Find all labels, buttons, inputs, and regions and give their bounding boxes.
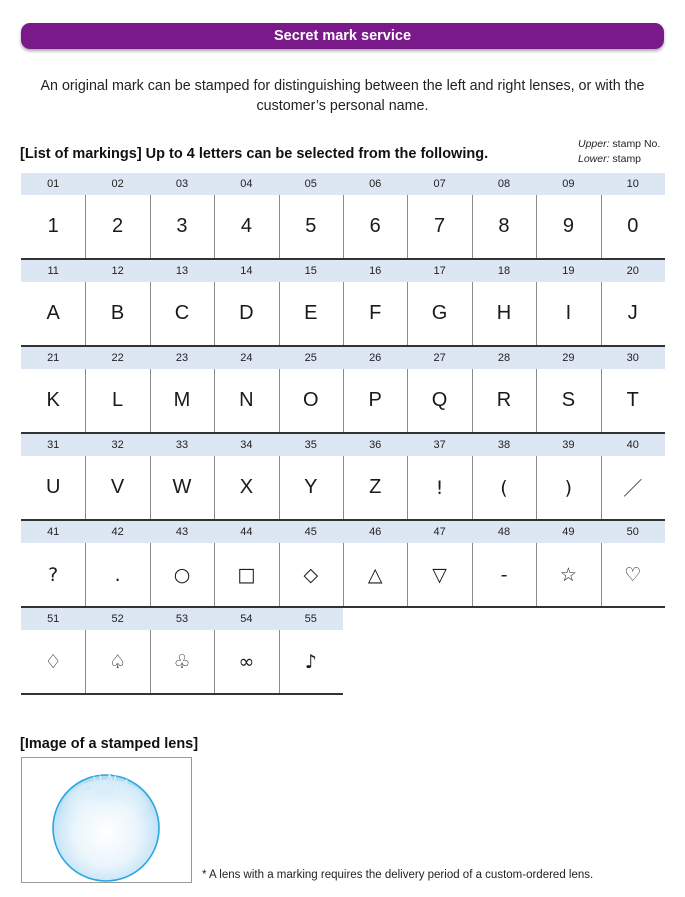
legend-lower-label: Lower: [578, 153, 610, 165]
stamp-number: 55 [279, 608, 343, 630]
markings-row [21, 608, 665, 695]
marking-cell [21, 173, 86, 260]
stamp-number: 35 [279, 434, 343, 456]
marking-cell [472, 521, 537, 608]
stamp-mark: ♪ [304, 650, 317, 673]
stamp-mark: W [172, 476, 192, 498]
marking-cell [343, 347, 408, 434]
marking-cell [21, 347, 86, 434]
stamp-mark: □ [237, 563, 256, 586]
stamp-number: 39 [536, 434, 600, 456]
stamp-number: 31 [21, 434, 85, 456]
stamp-mark: ▽ [432, 563, 447, 586]
intro-text: An original mark can be stamped for distinguishing between the left and right lenses, or with the customer’s personal name. [40, 78, 645, 114]
marking-cell [407, 173, 472, 260]
stamp-number: 30 [601, 347, 665, 369]
markings-table [21, 173, 665, 695]
stamp-number: 22 [85, 347, 149, 369]
stamp-number: 28 [472, 347, 536, 369]
stamp-number: 12 [85, 260, 149, 282]
stamp-mark: ☆ [559, 563, 577, 586]
stamp-mark: ∞ [238, 650, 255, 673]
stamp-mark: 2 [112, 215, 124, 237]
stamp-number: 36 [343, 434, 407, 456]
stamp-number: 44 [214, 521, 278, 543]
stamp-number: 33 [150, 434, 214, 456]
footnote: * A lens with a marking requires the delivery period of a custom-ordered lens. [202, 869, 594, 881]
stamp-mark: △ [367, 563, 383, 586]
legend-upper-text: stamp No. [609, 138, 661, 150]
stamp-number: 51 [21, 608, 85, 630]
marking-cell [407, 521, 472, 608]
stamp-number: 19 [536, 260, 600, 282]
stamp-number: 01 [21, 173, 85, 195]
marking-cell [85, 260, 150, 347]
marking-cell [601, 260, 665, 347]
markings-row [21, 347, 665, 434]
stamp-mark: L [112, 389, 124, 411]
stamp-mark: 7 [434, 215, 446, 237]
stamp-number: 45 [279, 521, 343, 543]
stamp-number: 20 [601, 260, 665, 282]
stamp-number: 29 [536, 347, 600, 369]
stamp-mark: B [110, 302, 125, 324]
stamp-number: 40 [601, 434, 665, 456]
marking-cell [536, 347, 601, 434]
stamp-number: 26 [343, 347, 407, 369]
stamp-mark: ( [500, 476, 508, 499]
stamp-mark: 6 [369, 215, 381, 237]
stamp-number: 46 [343, 521, 407, 543]
stamp-mark: Y [304, 476, 318, 498]
marking-cell [21, 434, 86, 521]
marking-cell [150, 173, 215, 260]
stamp-mark: ♡ [624, 563, 642, 586]
stamp-mark: Q [431, 389, 448, 411]
stamp-number: 02 [85, 173, 149, 195]
lens-illustration [22, 758, 191, 882]
stamp-mark: J [627, 302, 638, 324]
stamp-number: 23 [150, 347, 214, 369]
stamp-number: 32 [85, 434, 149, 456]
marking-cell [472, 434, 537, 521]
stamp-mark: ♢ [44, 650, 62, 673]
marking-cell [214, 434, 279, 521]
marking-cell [214, 173, 279, 260]
marking-cell [472, 260, 537, 347]
marking-cell [85, 347, 150, 434]
stamp-number: 48 [472, 521, 536, 543]
stamp-mark: P [368, 389, 382, 411]
stamp-number: 27 [407, 347, 471, 369]
stamp-mark: ／ [623, 478, 643, 500]
stamp-number: 25 [279, 347, 343, 369]
stamp-mark: X [239, 476, 254, 498]
stamp-mark: ! [435, 476, 444, 499]
markings-row [21, 260, 665, 347]
marking-cell [85, 608, 150, 695]
section-header [21, 23, 664, 49]
stamp-number: 54 [214, 608, 278, 630]
marking-cell [21, 608, 86, 695]
section-title: Secret mark service [273, 28, 412, 44]
marking-cell [85, 521, 150, 608]
stamp-mark: V [110, 476, 125, 498]
stamp-number: 07 [407, 173, 471, 195]
stamp-mark: 0 [627, 215, 639, 237]
legend-upper [578, 137, 660, 152]
stamp-number: 52 [85, 608, 149, 630]
stamp-mark: 8 [498, 215, 510, 237]
stamp-mark: R [496, 389, 512, 411]
stamp-number: 11 [21, 260, 85, 282]
lens-stamp-textpath: LUNA [79, 771, 135, 794]
marking-cell [601, 347, 665, 434]
stamp-number: 24 [214, 347, 278, 369]
stamp-number: 21 [21, 347, 85, 369]
stamp-number: 14 [214, 260, 278, 282]
stamp-mark: K [46, 389, 60, 411]
marking-cell [536, 434, 601, 521]
lens-image [21, 757, 192, 883]
stamp-number: 34 [214, 434, 278, 456]
stamp-mark: M [173, 389, 191, 411]
marking-cell [214, 260, 279, 347]
stamp-number: 16 [343, 260, 407, 282]
stamp-mark: Z [369, 476, 382, 498]
stamp-mark: 5 [305, 215, 317, 237]
stamp-mark: 9 [562, 215, 574, 237]
stamp-mark: ◇ [303, 563, 319, 586]
stamp-number: 09 [536, 173, 600, 195]
legend-lower-text: stamp [609, 153, 642, 165]
marking-cell [279, 173, 344, 260]
markings-row [21, 434, 665, 521]
marking-cell [472, 173, 537, 260]
stamp-mark: A [46, 302, 60, 324]
markings-list-title: [List of markings] Up to 4 letters can be selected from the following. [20, 146, 489, 162]
stamp-mark: ○ [173, 563, 191, 586]
stamp-mark: ? [48, 563, 59, 586]
marking-cell [150, 434, 215, 521]
marking-cell [279, 521, 344, 608]
marking-cell [85, 434, 150, 521]
marking-cell [536, 173, 601, 260]
stamp-number: 08 [472, 173, 536, 195]
stamp-number: 18 [472, 260, 536, 282]
stamp-mark: H [496, 302, 512, 324]
stamp-number: 42 [85, 521, 149, 543]
stamp-mark: U [45, 476, 61, 498]
stamp-number: 03 [150, 173, 214, 195]
marking-cell [150, 521, 215, 608]
marking-cell [21, 521, 86, 608]
marking-cell [214, 608, 279, 695]
stamp-mark: G [431, 302, 448, 324]
stamp-number: 53 [150, 608, 214, 630]
marking-cell [343, 173, 408, 260]
marking-cell [279, 260, 344, 347]
marking-cell [214, 347, 279, 434]
marking-cell [214, 521, 279, 608]
marking-cell [343, 521, 408, 608]
marking-cell [601, 434, 665, 521]
marking-cell [472, 347, 537, 434]
lens-image-title: [Image of a stamped lens] [20, 736, 199, 752]
marking-cell [601, 521, 665, 608]
stamp-number: 15 [279, 260, 343, 282]
stamp-mark: C [174, 302, 190, 324]
marking-cell [601, 173, 665, 260]
marking-cell [407, 347, 472, 434]
stamp-mark: ♧ [173, 650, 191, 673]
legend [578, 137, 660, 167]
stamp-mark: T [626, 389, 639, 411]
markings-row [21, 521, 665, 608]
stamp-mark: - [500, 563, 508, 586]
marking-cell [343, 434, 408, 521]
stamp-number: 50 [601, 521, 665, 543]
marking-cell [85, 173, 150, 260]
marking-cell [150, 260, 215, 347]
legend-upper-label: Upper: [578, 138, 610, 150]
stamp-number: 41 [21, 521, 85, 543]
marking-cell [407, 434, 472, 521]
stamp-number: 05 [279, 173, 343, 195]
stamp-number: 13 [150, 260, 214, 282]
stamp-number: 37 [407, 434, 471, 456]
stamp-mark: I [565, 302, 572, 324]
stamp-mark: N [239, 389, 254, 411]
stamp-mark: 4 [240, 215, 252, 237]
stamp-mark: 1 [47, 215, 59, 237]
marking-cell [279, 608, 343, 695]
stamp-number: 38 [472, 434, 536, 456]
stamp-number: 43 [150, 521, 214, 543]
stamp-number: 47 [407, 521, 471, 543]
stamp-mark: ) [564, 476, 573, 499]
marking-cell [536, 260, 601, 347]
marking-cell [150, 347, 215, 434]
stamp-mark: . [114, 563, 121, 586]
stamp-mark: 3 [176, 215, 188, 237]
stamp-number: 04 [214, 173, 278, 195]
marking-cell [536, 521, 601, 608]
stamp-number: 10 [601, 173, 665, 195]
marking-cell [343, 260, 408, 347]
stamp-number: 17 [407, 260, 471, 282]
marking-cell [279, 434, 344, 521]
stamp-number: 06 [343, 173, 407, 195]
marking-cell [279, 347, 344, 434]
stamp-mark: F [369, 302, 382, 324]
stamp-mark: O [303, 389, 319, 411]
stamp-mark: D [239, 302, 254, 324]
stamp-mark: E [304, 302, 318, 324]
stamp-mark: S [561, 389, 576, 411]
markings-row [21, 173, 665, 260]
stamp-number: 49 [536, 521, 600, 543]
legend-lower [578, 152, 660, 167]
stamp-mark: ♤ [109, 650, 127, 673]
marking-cell [21, 260, 86, 347]
marking-cell [407, 260, 472, 347]
marking-cell [150, 608, 215, 695]
